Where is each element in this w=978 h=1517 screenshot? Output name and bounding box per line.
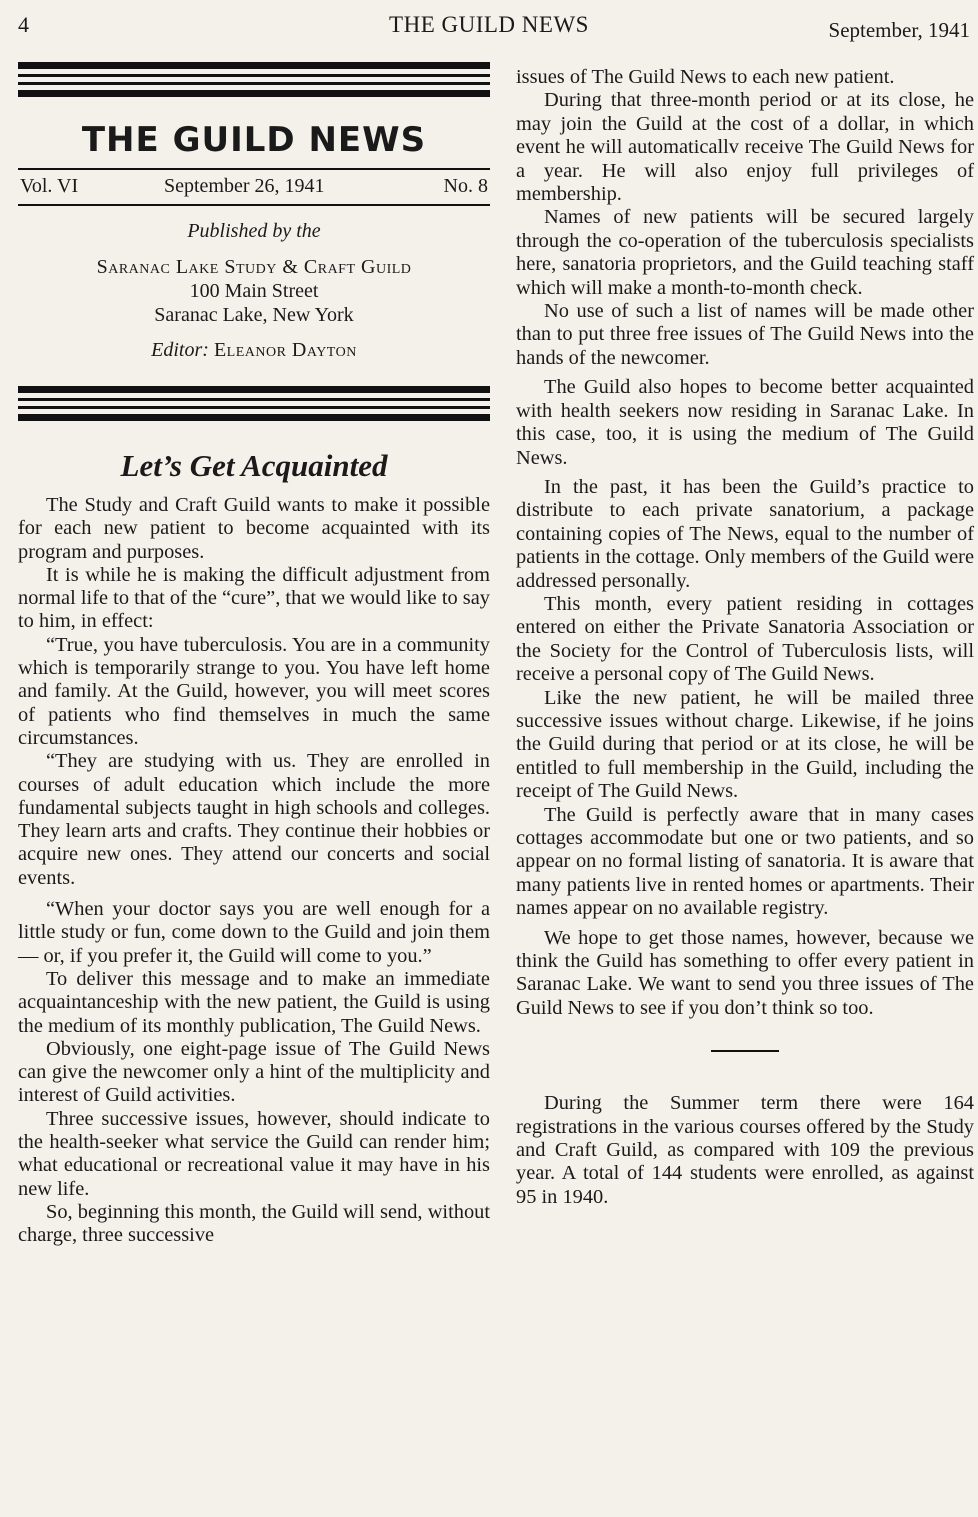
running-date: September, 1941	[828, 18, 970, 42]
section-divider	[711, 1050, 779, 1052]
summer-term-note: During the Summer term there were 164 registrations in the various courses offered by the Study and Craft Guild, as compared with 109 the previous year. A total of 144 students were enrolled, as against 95 in 1940.	[516, 1092, 974, 1208]
publisher-name: Saranac Lake Study & Craft Guild	[96, 256, 412, 278]
paragraph: Three successive issues, however, should indicate to the health-seeker what service the Guild can render him; what educational or recreational value it may have in his new life.	[18, 1107, 490, 1200]
paragraph: The Guild also hopes to become better acquainted with health seekers now residing in Saranac Lake. In this case, too, it is using the medium of The Guild News.	[516, 376, 974, 469]
paragraph: Like the new patient, he will be mailed three successive issues without charge. Likewise, if he joins the Guild during that period or at its close, he will be entitled to full membership in the Guild, including the receipt of The Guild News.	[516, 686, 974, 803]
masthead-title: THE GUILD NEWS	[81, 120, 427, 160]
paragraph: We hope to get those names, however, because we think the Guild has something to offer every patient in Saranac Lake. We want to send you three issues of The Guild News to see if you don’t think so too.	[516, 926, 974, 1019]
volume: Vol. VI	[20, 175, 79, 197]
left-column	[18, 62, 490, 1248]
published-by: Published by the	[187, 220, 321, 242]
masthead-top-rules	[18, 62, 490, 98]
page-header	[0, 0, 978, 50]
issue-date: September 26, 1941	[164, 175, 325, 197]
issue-number: No. 8	[443, 175, 488, 197]
paragraph: It is while he is making the difficult adjustment from normal life to that of the “cure”, that we would like to say to him, in effect:	[18, 563, 490, 633]
publisher-city: Saranac Lake, New York	[154, 304, 354, 326]
article-headline: Let’s Get Acquainted	[120, 448, 388, 483]
paragraph: No use of such a list of names will be made other than to put three free issues of The Guild News into the hands of the newcomer.	[516, 300, 974, 369]
paragraph: This month, every patient residing in cottages entered on either the Private Sanatoria Association or the Society for the Control of Tuberculosis lists, will receive a personal copy of The Guild News.	[516, 592, 974, 686]
paragraph: issues of The Guild News to each new patient.	[516, 66, 895, 88]
article-body-left	[18, 494, 490, 1248]
paragraph: “They are studying with us. They are enrolled in courses of adult education which include the more fundamental subjects taught in high schools and colleges. They learn arts and crafts. They continue their hobbies or acquire new ones. They attend our concerts and social events.	[18, 750, 490, 889]
volume-bar	[18, 168, 490, 206]
paragraph: Names of new patients will be secured largely through the co-operation of the tuberculosis specialists here, sanatoria proprietors, and the Guild teaching staff which will make a month-to-month check.	[516, 206, 974, 299]
right-column	[516, 66, 974, 1209]
paragraph: During that three-month period or at its close, he may join the Guild at the cost of a dollar, in which event he will automaticallv receive The Guild News for a year. He will also enjoy full privileges of membership.	[516, 89, 974, 206]
page-number: 4	[18, 12, 29, 37]
paragraph: The Study and Craft Guild wants to make it possible for each new patient to become acquainted with its program and purposes.	[18, 494, 490, 563]
paragraph: Obviously, one eight-page issue of The Guild News can give the newcomer only a hint of the multiplicity and interest of Guild activities.	[18, 1037, 490, 1107]
paragraph: “When your doctor says you are well enough for a little study or fun, come down to the Guild and join them — or, if you prefer it, the Guild will come to you.”	[18, 898, 490, 967]
editor-label: Editor:	[151, 339, 209, 361]
paragraph: So, beginning this month, the Guild will send, without charge, three successive	[18, 1200, 490, 1247]
article-body-right	[516, 66, 974, 1209]
paragraph: The Guild is perfectly aware that in many cases cottages accommodate but one or two patients, and so appear on no formal listing of sanatoria. It is aware that many patients live in rented homes or apartments. Their names appear on no available registry.	[516, 803, 974, 920]
publisher-street: 100 Main Street	[189, 280, 319, 302]
editor-name: Eleanor Dayton	[213, 339, 357, 361]
paragraph: In the past, it has been the Guild’s practice to distribute to each private sanatorium, a package containing copies of The News, equal to the number of patients in the cottage. Only members of the Guild were addressed personally.	[516, 475, 974, 592]
masthead-bottom-rules	[18, 386, 490, 422]
publisher-address	[18, 255, 490, 327]
paragraph: “True, you have tuberculosis. You are in a community which is temporarily strange to you. You have left home and family. At the Guild, however, you will meet scores of patients who find themselves in much the same circumstances.	[18, 633, 490, 749]
paragraph: To deliver this message and to make an immediate acquaintanceship with the new patient, the Guild is using the medium of its monthly publication, The Guild News.	[18, 967, 490, 1037]
running-title: THE GUILD NEWS	[389, 12, 589, 37]
editor-line	[18, 339, 490, 362]
